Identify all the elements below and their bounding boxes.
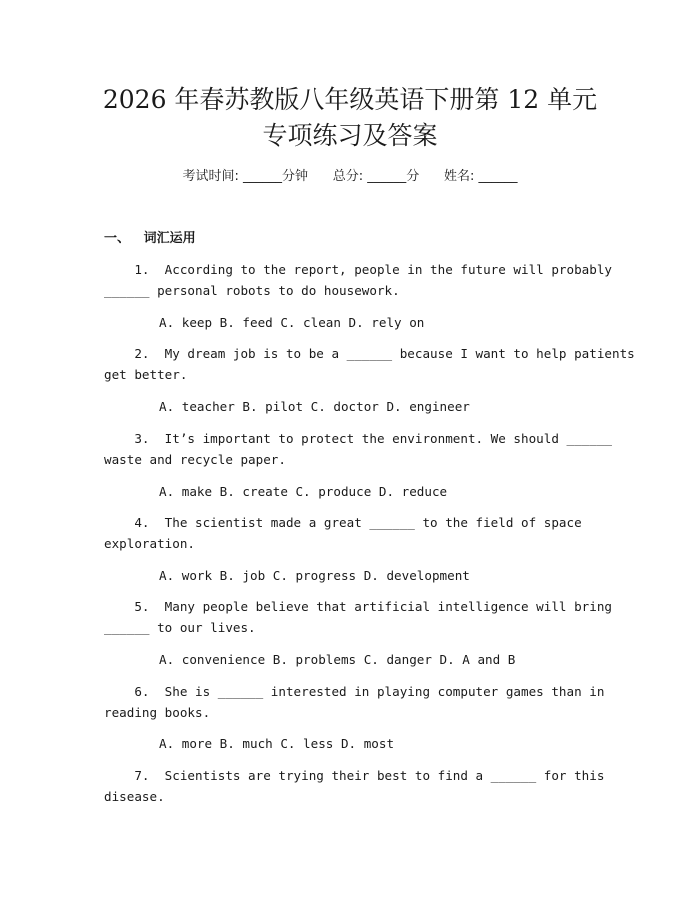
question-6-text-line-2: reading books. xyxy=(104,705,211,720)
question-6-options: A. more B. much C. less D. most xyxy=(159,736,395,751)
question-2-options: A. teacher B. pilot C. doctor D. engineer xyxy=(159,399,470,414)
question-3-options: A. make B. create C. produce D. reduce xyxy=(159,484,448,499)
question-5-options: A. convenience B. problems C. danger D. A and B xyxy=(159,652,516,667)
question-4-text-line-2: exploration. xyxy=(104,536,195,551)
question-5-text-line-2: ______ to our lives. xyxy=(104,620,256,635)
page-title-line-1: 2026 年春苏教版八年级英语下册第 12 单元 xyxy=(102,85,598,114)
question-1-text-line-1: 1. According to the report, people in the future will probably xyxy=(104,262,612,277)
question-6-text-line-1: 6. She is ______ interested in playing computer games than in xyxy=(104,684,605,699)
question-3-text-line-2: waste and recycle paper. xyxy=(104,452,286,467)
question-3-text-line-1: 3. It’s important to protect the environment. We should ______ xyxy=(104,431,612,446)
question-7-text-line-2: disease. xyxy=(104,789,165,804)
question-1-options: A. keep B. feed C. clean D. rely on xyxy=(159,315,425,330)
question-7-text-line-1: 7. Scientists are trying their best to find a ______ for this xyxy=(104,768,605,783)
exam-info: 考试时间: ______分钟 总分: ______分 姓名: ______ xyxy=(182,169,518,184)
section-heading: 一、 词汇运用 xyxy=(104,231,196,246)
question-4-text-line-1: 4. The scientist made a great ______ to the field of space xyxy=(104,515,582,530)
question-2-text-line-2: get better. xyxy=(104,367,188,382)
page-title-line-2: 专项练习及答案 xyxy=(262,121,438,150)
question-1-text-line-2: ______ personal robots to do housework. xyxy=(104,283,400,298)
question-5-text-line-1: 5. Many people believe that artificial intelligence will bring xyxy=(104,599,612,614)
question-2-text-line-1: 2. My dream job is to be a ______ because I want to help patients xyxy=(104,346,635,361)
question-4-options: A. work B. job C. progress D. development xyxy=(159,568,470,583)
